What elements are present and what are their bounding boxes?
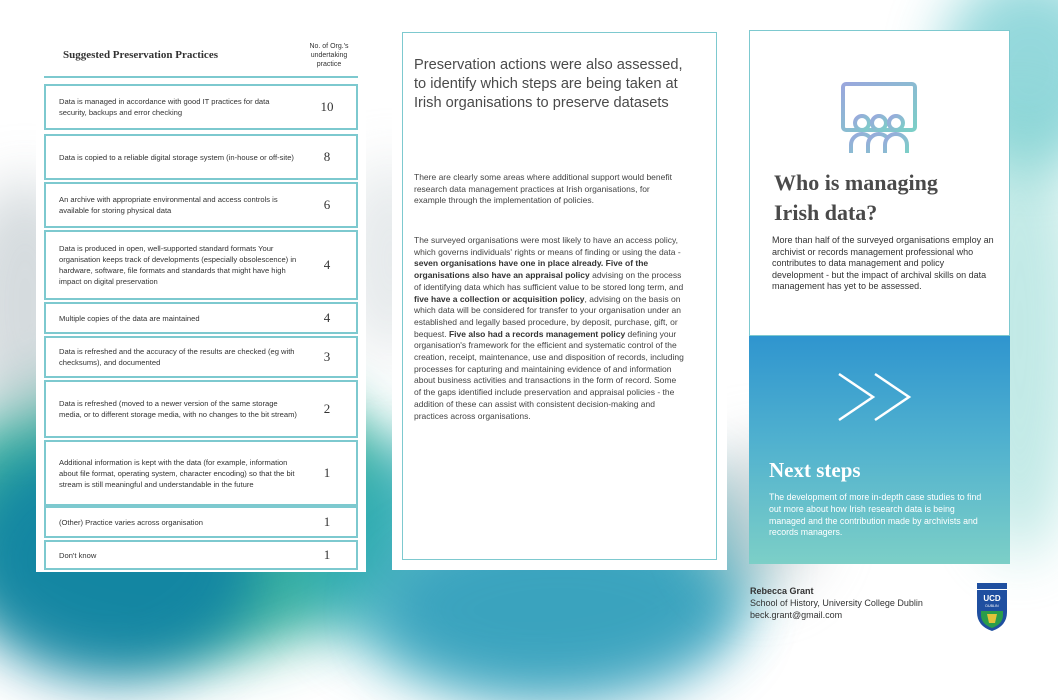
table-row <box>44 302 358 334</box>
row-practice: An archive with appropriate environmental and access controls is available for storing physical data <box>59 195 278 215</box>
double-chevron-icon <box>835 370 925 424</box>
intro-paragraph: There are clearly some areas where additional support would benefit research data management practices at Irish organisations, for example through the implementation of policies. <box>414 172 672 206</box>
row-practice: Multiple copies of the data are maintained <box>59 313 200 323</box>
preservation-actions-panel <box>392 22 727 570</box>
author-credit <box>750 585 923 621</box>
table-row <box>44 540 358 570</box>
next-steps-section <box>749 336 1010 564</box>
row-count: 4 <box>323 310 331 325</box>
table-header <box>44 34 358 78</box>
ucd-crest-icon <box>976 582 1008 632</box>
svg-text:UCD: UCD <box>983 594 1001 603</box>
row-count: 6 <box>323 197 331 212</box>
row-practice: Data is refreshed and the accuracy of the results are checked (eg with checksums), and documented <box>59 347 295 367</box>
text-span: advising on the process of identifying data which has sufficient value to be stored long term, and <box>414 270 684 292</box>
row-practice: Data is copied to a reliable digital storage system (in-house or off-site) <box>59 152 294 162</box>
next-steps-title: Next steps <box>769 458 861 482</box>
text-span: , advising on the basis on which data will be considered for transfer to your organisation under an established and legally based procedure, by deposit, purchase, gift, or bequest. <box>414 293 681 339</box>
next-steps-description: The development of more in-depth case studies to find out more about how Irish research data is being managed and the contribution made by archivists and records managers. <box>769 492 982 538</box>
preservation-table-panel <box>36 28 366 572</box>
table-row <box>44 134 358 180</box>
section-heading: Preservation actions were also assessed, to identify which steps are being taken at Irish organisations to preserve datasets <box>414 57 683 111</box>
row-practice: Data is refreshed (moved to a newer version of the same storage media, or to different storage media, with no changes to the bit stream) <box>59 399 297 419</box>
policy-paragraph <box>414 235 684 422</box>
table-row <box>44 230 358 300</box>
author-email[interactable]: beck.grant@gmail.com <box>750 610 843 620</box>
bold-span: five have a collection or acquisition policy <box>414 293 585 304</box>
table-row <box>44 182 358 228</box>
row-count: 4 <box>323 257 331 272</box>
who-description: More than half of the surveyed organisations employ an archivist or records management professional who contributes to data management and policy development - but the impact of archival skills on data management has yet to be assessed. <box>772 235 994 292</box>
people-group-icon <box>840 79 920 159</box>
text-span: The surveyed organisations were most likely to have an access policy, which governs individuals' rights or means of finding or using the data - <box>414 235 681 257</box>
header-practice: Suggested Preservation Practices <box>63 48 218 61</box>
who-is-managing-panel <box>749 30 1010 564</box>
table-row <box>44 380 358 438</box>
author-affiliation: School of History, University College Dublin <box>750 598 923 608</box>
bold-span: seven organisations have one in place already. Five of the organisations also have an appraisal policy <box>414 258 649 281</box>
row-count: 2 <box>323 401 331 416</box>
row-practice: Data is managed in accordance with good IT practices for data security, backups and error checking <box>59 97 270 117</box>
who-section <box>749 30 1010 336</box>
svg-text:DUBLIN: DUBLIN <box>985 604 999 608</box>
who-title-line1: Who is managing <box>774 170 938 195</box>
who-title-line2: Irish data? <box>774 200 878 225</box>
row-count: 1 <box>323 547 331 562</box>
row-practice: (Other) Practice varies across organisation <box>59 517 203 527</box>
row-count: 3 <box>323 349 331 364</box>
row-count: 1 <box>323 465 331 480</box>
row-count: 1 <box>323 514 331 529</box>
text-span: defining your organisation's framework for the efficient and systematic control of the creation, receipt, maintenance, use and disposition of records, including processes for capturing and maintaining evidence of and information about business activities and transactions in the form of record. Some of the gaps identified include preservation and appraisal policies - the addition of these can assist with consistent decision-making and practices across organisations. <box>414 328 684 421</box>
row-count: 10 <box>320 99 334 114</box>
row-practice: Don't know <box>59 550 97 560</box>
table-row <box>44 506 358 538</box>
row-count: 8 <box>323 149 331 164</box>
table-row <box>44 336 358 378</box>
header-count: No. of Org.'s undertaking practice <box>309 42 349 68</box>
author-name: Rebecca Grant <box>750 586 814 596</box>
row-practice: Additional information is kept with the data (for example, information about file format, operating system, character encoding) so that the bit stream is still meaningful and understandable in the future <box>59 457 295 489</box>
table-row <box>44 84 358 130</box>
table-row <box>44 440 358 506</box>
row-practice: Data is produced in open, well-supported standard formats Your organisation keeps track of developments (especially obsolescence) in hardware, software, file formats and standards that might have high impact on digital preservation <box>59 244 297 286</box>
bold-span: Five also had a records management policy <box>448 328 626 339</box>
